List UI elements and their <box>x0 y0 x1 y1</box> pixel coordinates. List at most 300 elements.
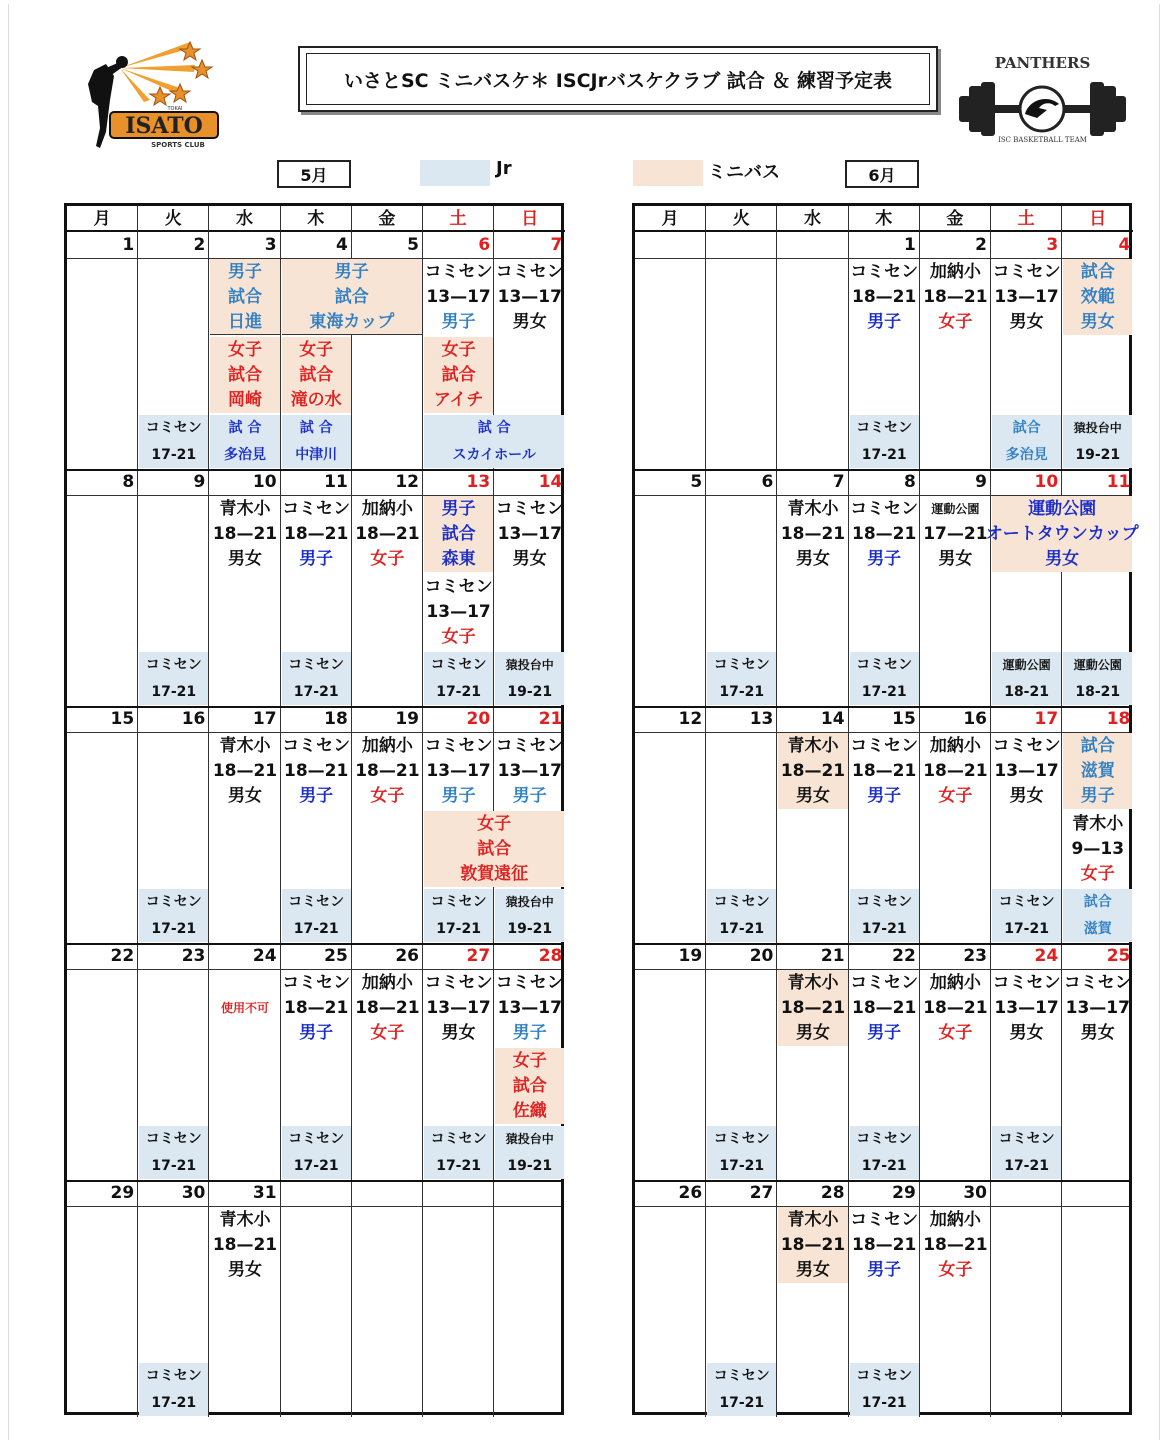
schedule-text: スカイホール <box>452 446 536 463</box>
may-day-cell <box>67 495 138 706</box>
may-date-number: 9 <box>138 469 209 495</box>
schedule-text: 加納小 <box>929 735 981 756</box>
schedule-text: 女子 <box>227 339 262 360</box>
schedule-text: 多治見 <box>223 446 266 463</box>
schedule-entry <box>850 496 919 572</box>
schedule-entry <box>707 1363 776 1416</box>
may-date-number: 30 <box>138 1180 209 1206</box>
schedule-text: 13—17 <box>994 286 1059 307</box>
schedule-text: 男女 <box>1080 1023 1115 1044</box>
schedule-text: 佐織 <box>512 1101 547 1122</box>
june-day-cell <box>635 258 706 469</box>
schedule-text: 女子 <box>299 339 334 360</box>
may-date-number: 4 <box>281 232 352 258</box>
may-day-cell <box>423 1206 494 1417</box>
may-date-number: 13 <box>423 469 494 495</box>
june-date-number: 26 <box>635 1180 706 1206</box>
schedule-text: 男子 <box>441 786 476 807</box>
schedule-entry <box>495 733 564 809</box>
june-date-number: 29 <box>849 1180 920 1206</box>
schedule-text: 男子 <box>867 1260 902 1281</box>
schedule-text: コミセン <box>998 1131 1055 1148</box>
schedule-text: 效範 <box>1080 286 1115 307</box>
schedule-text: コミセン <box>145 657 202 674</box>
may-date-number: 23 <box>138 943 209 969</box>
schedule-entry <box>210 259 279 335</box>
schedule-text: コミセン <box>430 657 487 674</box>
may-day-cell <box>281 1206 352 1417</box>
schedule-entry <box>992 889 1061 942</box>
schedule-entry <box>424 496 493 572</box>
may-weekday-header: 水 <box>209 206 280 232</box>
schedule-text: 男子 <box>867 1023 902 1044</box>
may-weekday-header: 火 <box>138 206 209 232</box>
schedule-entry <box>778 496 847 572</box>
june-day-cell <box>635 969 706 1180</box>
june-week-divider <box>635 1180 1129 1182</box>
schedule-text: 男女 <box>795 786 830 807</box>
schedule-text: コミセン <box>850 972 919 993</box>
schedule-text: 18—21 <box>780 997 846 1018</box>
schedule-text: 加納小 <box>361 735 413 756</box>
jr-legend-label: Jr <box>496 158 512 179</box>
schedule-text: 18—21 <box>852 523 917 544</box>
schedule-text: 19-21 <box>507 920 553 937</box>
schedule-text: コミセン <box>856 1368 913 1385</box>
schedule-text: 加納小 <box>929 1209 981 1230</box>
schedule-entry <box>992 652 1061 705</box>
june-date-number: 22 <box>849 943 920 969</box>
schedule-text: コミセン <box>145 420 202 437</box>
june-date-number: 16 <box>920 706 991 732</box>
schedule-text: 13—17 <box>426 997 491 1018</box>
june-week-divider <box>635 706 1129 708</box>
schedule-entry <box>139 415 208 468</box>
schedule-entry <box>210 1207 279 1283</box>
schedule-text: 試合 <box>1080 261 1115 282</box>
may-date-number: 17 <box>209 706 280 732</box>
june-date-number <box>1062 1180 1133 1206</box>
schedule-text: 青木小 <box>219 735 271 756</box>
schedule-text: 17-21 <box>293 920 339 937</box>
schedule-entry <box>850 415 919 468</box>
schedule-entry <box>424 970 493 1046</box>
may-date-number: 29 <box>67 1180 138 1206</box>
panthers-logo <box>955 52 1135 152</box>
schedule-text: コミセン <box>856 1131 913 1148</box>
schedule-entry <box>921 1207 990 1283</box>
schedule-entry <box>850 652 919 705</box>
schedule-text: 男女 <box>441 1023 476 1044</box>
may-weekday-header: 土 <box>423 206 494 232</box>
may-date-number: 18 <box>281 706 352 732</box>
schedule-text: 18—21 <box>212 1234 278 1255</box>
schedule-entry <box>210 970 279 1046</box>
schedule-text: 17—21 <box>923 523 988 544</box>
schedule-text: 猿投台中 <box>505 1132 554 1147</box>
schedule-entry <box>1063 259 1132 335</box>
may-calendar <box>64 203 564 1415</box>
schedule-text: 試合 <box>512 1075 547 1096</box>
schedule-text: 男女 <box>512 312 547 333</box>
may-date-number: 10 <box>209 469 280 495</box>
schedule-text: アイチ <box>433 390 484 411</box>
june-calendar <box>632 203 1139 1415</box>
schedule-entry <box>495 1048 564 1124</box>
schedule-text: 女子 <box>938 1023 973 1044</box>
schedule-text: 森東 <box>441 549 476 570</box>
june-date-number: 17 <box>991 706 1062 732</box>
schedule-text: 試合 <box>1083 894 1112 911</box>
schedule-entry <box>992 259 1061 335</box>
june-date-number: 9 <box>920 469 991 495</box>
june-date-number <box>635 232 706 258</box>
schedule-text: 男女 <box>227 786 262 807</box>
panthers-logo-title: PANTHERS <box>994 54 1091 72</box>
schedule-text: 13—17 <box>994 997 1059 1018</box>
schedule-entry <box>850 1207 919 1283</box>
schedule-entry <box>921 496 990 572</box>
schedule-text: 猿投台中 <box>505 895 554 910</box>
schedule-text: 18—21 <box>355 997 420 1018</box>
june-date-number: 20 <box>706 943 777 969</box>
schedule-text: 男子 <box>334 261 369 282</box>
may-date-divider <box>67 1206 561 1207</box>
schedule-text: 18—21 <box>923 997 988 1018</box>
schedule-entry <box>495 259 564 335</box>
schedule-text: 試 合 <box>299 420 333 437</box>
schedule-text: 18—21 <box>852 1234 917 1255</box>
schedule-text: 加納小 <box>361 498 413 519</box>
schedule-text: 13—17 <box>497 286 562 307</box>
may-date-number: 20 <box>423 706 494 732</box>
schedule-entry <box>282 889 351 942</box>
june-weekday-header: 土 <box>991 206 1062 232</box>
june-date-number: 24 <box>991 943 1062 969</box>
may-weekday-header: 日 <box>494 206 565 232</box>
may-date-number: 5 <box>352 232 423 258</box>
schedule-text: 13—17 <box>497 523 562 544</box>
may-label: 5月 <box>277 160 351 188</box>
may-date-number: 15 <box>67 706 138 732</box>
may-week-divider <box>67 1180 561 1182</box>
schedule-text: 女子 <box>370 549 405 570</box>
schedule-text: コミセン <box>288 1131 345 1148</box>
schedule-text: コミセン <box>992 261 1061 282</box>
june-date-number: 30 <box>920 1180 991 1206</box>
may-date-number: 31 <box>209 1180 280 1206</box>
isato-logo-graphic <box>80 40 230 155</box>
june-date-number: 3 <box>991 232 1062 258</box>
schedule-text: 青木小 <box>787 972 839 993</box>
schedule-text: 18—21 <box>284 997 349 1018</box>
schedule-entry <box>992 733 1061 809</box>
schedule-text: 18—21 <box>780 523 846 544</box>
schedule-text: コミセン <box>992 972 1061 993</box>
schedule-entry <box>210 496 279 572</box>
may-date-number: 21 <box>538 709 563 729</box>
schedule-text: 17-21 <box>861 683 907 700</box>
schedule-text: 男女 <box>1009 312 1044 333</box>
schedule-text: 加納小 <box>929 972 981 993</box>
june-date-number: 4 <box>1118 235 1131 255</box>
june-date-number: 14 <box>777 706 848 732</box>
june-date-number: 11 <box>1106 472 1131 492</box>
schedule-text: コミセン <box>713 894 770 911</box>
schedule-entry <box>778 1207 847 1283</box>
schedule-text: 多治見 <box>1005 446 1048 463</box>
schedule-text: 9—13 <box>1071 838 1125 859</box>
schedule-entry <box>992 415 1061 468</box>
mini-legend-label: ミニバス <box>708 162 780 183</box>
schedule-entry <box>495 1126 564 1179</box>
schedule-text: 運動公園 <box>1028 498 1097 519</box>
schedule-text: コミセン <box>424 576 493 597</box>
schedule-text: 運動公園 <box>1073 658 1122 673</box>
june-date-number: 10 <box>991 469 1062 495</box>
june-day-cell <box>635 1206 706 1417</box>
schedule-text: 男子 <box>512 1023 547 1044</box>
schedule-entry <box>353 496 422 572</box>
schedule-entry <box>210 733 279 809</box>
schedule-text: 18—21 <box>852 997 917 1018</box>
june-date-number: 1 <box>849 232 920 258</box>
june-date-number: 6 <box>706 469 777 495</box>
schedule-text: 男女 <box>1080 312 1115 333</box>
schedule-text: 男子 <box>299 549 334 570</box>
june-date-number: 5 <box>635 469 706 495</box>
june-date-number: 18 <box>1106 709 1131 729</box>
schedule-text: 18—21 <box>355 760 420 781</box>
schedule-text: 使用不可 <box>220 1001 269 1015</box>
schedule-entry <box>282 970 351 1046</box>
schedule-entry <box>424 574 493 650</box>
schedule-text: 女子 <box>370 1023 405 1044</box>
schedule-text: 18—21 <box>212 760 278 781</box>
june-label: 6月 <box>845 160 919 188</box>
schedule-text: 滝の水 <box>290 390 342 411</box>
schedule-text: 19-21 <box>1075 446 1121 463</box>
schedule-text: コミセン <box>145 894 202 911</box>
schedule-text: コミセン <box>282 735 351 756</box>
june-day-cell <box>635 495 706 706</box>
may-week-divider <box>67 706 561 708</box>
schedule-text: 男子 <box>441 312 476 333</box>
may-week-divider <box>67 469 561 471</box>
jr-legend-swatch <box>420 160 490 186</box>
schedule-text: 13—17 <box>497 997 562 1018</box>
schedule-text: コミセン <box>495 972 564 993</box>
schedule-text: 男子 <box>441 498 476 519</box>
schedule-text: コミセン <box>145 1131 202 1148</box>
schedule-entry <box>424 259 493 335</box>
mini-legend-swatch <box>633 160 703 186</box>
schedule-text: 19-21 <box>507 1157 553 1174</box>
may-date-number: 22 <box>67 943 138 969</box>
schedule-entry <box>139 652 208 705</box>
may-date-number: 26 <box>352 943 423 969</box>
may-weekday-header: 月 <box>67 206 138 232</box>
schedule-entry <box>282 496 351 572</box>
schedule-text: コミセン <box>424 735 493 756</box>
schedule-text: 18—21 <box>923 286 988 307</box>
schedule-entry <box>282 415 351 468</box>
schedule-text: 13—17 <box>1065 997 1130 1018</box>
schedule-text: 18—21 <box>355 523 420 544</box>
schedule-entry <box>707 652 776 705</box>
may-date-number: 6 <box>423 232 494 258</box>
schedule-text: 17-21 <box>719 1157 765 1174</box>
june-date-number: 19 <box>635 943 706 969</box>
schedule-text: 日進 <box>227 311 262 332</box>
june-weekday-header: 金 <box>920 206 991 232</box>
may-date-number: 25 <box>281 943 352 969</box>
schedule-text: 17-21 <box>436 1157 481 1174</box>
schedule-text: 加納小 <box>929 261 981 282</box>
schedule-entry <box>1063 733 1132 809</box>
schedule-text: 17-21 <box>861 446 907 463</box>
schedule-entry <box>424 811 564 887</box>
schedule-entry <box>495 652 564 705</box>
schedule-entry <box>921 733 990 809</box>
schedule-entry <box>495 496 564 572</box>
schedule-entry <box>992 1126 1061 1179</box>
schedule-text: 17-21 <box>293 683 339 700</box>
schedule-text: 青木小 <box>787 498 839 519</box>
may-date-number: 28 <box>538 946 563 966</box>
schedule-entry <box>1063 415 1132 468</box>
schedule-text: 男子 <box>512 786 547 807</box>
schedule-text: 17-21 <box>151 920 197 937</box>
schedule-text: 17-21 <box>861 920 907 937</box>
schedule-text: 男女 <box>227 1260 262 1281</box>
schedule-text: コミセン <box>856 420 913 437</box>
schedule-text: 13—17 <box>426 760 491 781</box>
barbell-icon <box>955 74 1130 144</box>
schedule-text: 岡崎 <box>227 390 262 411</box>
schedule-text: 試合 <box>441 364 476 385</box>
schedule-entry <box>282 337 351 413</box>
may-date-number: 12 <box>352 469 423 495</box>
schedule-text: コミセン <box>424 972 493 993</box>
title-box <box>298 46 938 112</box>
schedule-text: 18—21 <box>852 286 917 307</box>
schedule-text: 男女 <box>795 1260 830 1281</box>
june-weekday-header: 日 <box>1062 206 1133 232</box>
june-day-cell <box>991 1206 1062 1417</box>
schedule-text: コミセン <box>495 498 564 519</box>
schedule-text: 女子 <box>477 813 512 834</box>
panthers-logo-sub: ISC BASKETBALL TEAM <box>998 136 1087 144</box>
schedule-entry <box>282 1126 351 1179</box>
schedule-text: 17-21 <box>861 1157 907 1174</box>
june-date-number: 25 <box>1106 946 1131 966</box>
schedule-text: 13—17 <box>426 601 491 622</box>
schedule-text: 男子 <box>299 1023 334 1044</box>
schedule-text: 女子 <box>938 312 973 333</box>
june-date-number <box>777 232 848 258</box>
schedule-entry <box>424 415 564 468</box>
june-week-divider <box>635 943 1129 945</box>
schedule-text: 運動公園 <box>931 501 980 516</box>
schedule-text: コミセン <box>713 1368 770 1385</box>
may-date-number: 1 <box>67 232 138 258</box>
june-date-number: 2 <box>920 232 991 258</box>
schedule-entry <box>424 1126 493 1179</box>
schedule-entry <box>210 337 279 413</box>
may-date-number: 7 <box>550 235 563 255</box>
schedule-entry <box>1063 652 1132 705</box>
schedule-text: コミセン <box>282 972 351 993</box>
may-date-number: 11 <box>281 469 352 495</box>
schedule-entry <box>992 970 1061 1046</box>
schedule-text: 17-21 <box>436 683 481 700</box>
schedule-text: コミセン <box>1063 972 1132 993</box>
may-day-cell <box>67 1206 138 1417</box>
schedule-entry <box>1063 970 1132 1046</box>
june-weekday-header: 水 <box>777 206 848 232</box>
schedule-text: コミセン <box>145 1368 202 1385</box>
schedule-text: 男子 <box>227 261 262 282</box>
schedule-text: 男子 <box>1080 786 1115 807</box>
schedule-text: 男女 <box>938 549 973 570</box>
june-day-cell <box>1062 1206 1133 1417</box>
june-date-number: 12 <box>635 706 706 732</box>
schedule-text: 試合 <box>299 364 334 385</box>
may-day-cell <box>352 1206 423 1417</box>
june-week-divider <box>635 469 1129 471</box>
schedule-text: 17-21 <box>151 1157 197 1174</box>
schedule-text: 19-21 <box>507 683 553 700</box>
schedule-entry <box>424 733 493 809</box>
schedule-text: 男女 <box>795 1023 830 1044</box>
may-date-number: 14 <box>538 472 563 492</box>
schedule-text: コミセン <box>282 498 351 519</box>
schedule-entry <box>921 970 990 1046</box>
schedule-text: 17-21 <box>151 446 197 463</box>
schedule-text: 男子 <box>867 549 902 570</box>
schedule-text: コミセン <box>288 894 345 911</box>
schedule-text: 17-21 <box>293 1157 339 1174</box>
may-date-number <box>423 1180 494 1206</box>
may-date-number: 27 <box>423 943 494 969</box>
schedule-text: 17-21 <box>151 1394 197 1411</box>
june-date-number: 28 <box>777 1180 848 1206</box>
schedule-entry <box>282 733 351 809</box>
schedule-text: 女子 <box>1080 864 1115 885</box>
schedule-text: 18—21 <box>284 760 349 781</box>
schedule-text: コミセン <box>288 657 345 674</box>
schedule-text: 女子 <box>441 627 476 648</box>
june-date-number: 15 <box>849 706 920 732</box>
schedule-entry <box>139 1363 208 1416</box>
schedule-text: 男女 <box>1045 549 1080 570</box>
may-date-number <box>352 1180 423 1206</box>
schedule-text: 17-21 <box>719 1394 765 1411</box>
schedule-text: 17-21 <box>861 1394 907 1411</box>
schedule-text: 13—17 <box>994 760 1059 781</box>
schedule-text: 18—21 <box>780 1234 846 1255</box>
may-day-cell <box>67 969 138 1180</box>
page-title: いさとSC ミニバスケ＊ ISCJrバスケクラブ 試合 ＆ 練習予定表 <box>306 53 930 105</box>
schedule-entry <box>282 652 351 705</box>
may-weekday-header: 金 <box>352 206 423 232</box>
schedule-text: 試合 <box>334 286 369 307</box>
schedule-entry <box>424 337 493 413</box>
schedule-text: コミセン <box>495 735 564 756</box>
june-date-number: 13 <box>706 706 777 732</box>
isato-logo <box>80 40 230 155</box>
